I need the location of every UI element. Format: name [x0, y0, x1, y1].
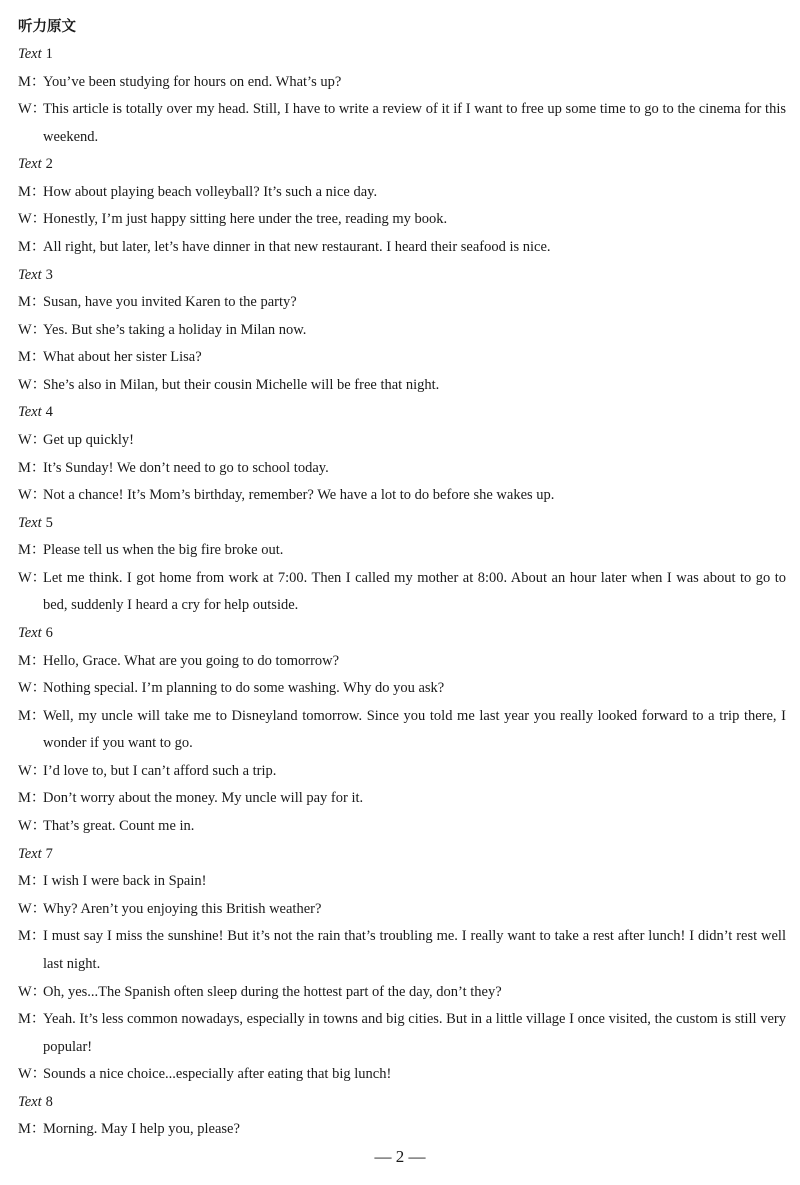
dialogue-line [18, 455, 786, 483]
dialogue-text: What about her sister Lisa? [43, 349, 202, 366]
section-number: 6 [45, 625, 53, 641]
section-label-text: Text [18, 404, 42, 421]
dialogue-text: Honestly, I’m just happy sitting here under the tree, reading my book. [43, 211, 448, 228]
dialogue-text: Hello, Grace. What are you going to do tomorrow? [43, 652, 340, 669]
dialogue-line [18, 179, 786, 207]
section-label-text: Text [18, 46, 42, 62]
speaker-label: M： [18, 1011, 46, 1028]
speaker-label: W： [18, 1066, 47, 1083]
speaker-label: M： [18, 928, 46, 945]
section-number: 5 [45, 514, 53, 531]
dialogue-line [18, 979, 786, 1007]
dialogue-line [18, 96, 786, 151]
dialogue-text: Please tell us when the big fire broke out. [43, 542, 284, 559]
dialogue-text: All right, but later, let’s have dinner in that new restaurant. I heard their seafood is nice. [43, 238, 551, 255]
speaker-label: M： [18, 349, 46, 366]
speaker-label: W： [18, 101, 47, 118]
section-label [18, 620, 786, 648]
dialogue-line [18, 868, 786, 896]
dialogue-line [18, 206, 786, 234]
dialogue-text: Yes. But she’s taking a holiday in Milan now. [43, 321, 307, 338]
dialogue-line [18, 317, 786, 345]
dialogue-line [18, 758, 786, 786]
dialogue-text: Morning. May I help you, please? [43, 1121, 240, 1138]
speaker-label: M： [18, 459, 46, 476]
page-number: — 2 — [374, 1147, 426, 1166]
section-number: 1 [45, 46, 53, 62]
speaker-label: W： [18, 487, 47, 504]
dialogue-line [18, 648, 786, 676]
dialogue-text: Nothing special. I’m planning to do some washing. Why do you ask? [43, 680, 445, 697]
speaker-label: M： [18, 238, 46, 255]
speaker-label: M： [18, 707, 46, 724]
speaker-label: W： [18, 211, 47, 228]
section-label-text: Text [18, 625, 42, 641]
dialogue-text: Not a chance! It’s Mom’s birthday, remember? We have a lot to do before she wakes up. [43, 487, 555, 504]
page-heading: 听力原文 [18, 19, 76, 35]
dialogue-line [18, 1006, 786, 1061]
dialogue-text: Oh, yes...The Spanish often sleep during the hottest part of the day, don’t they? [43, 983, 502, 1000]
dialogue-text: Let me think. I got home from work at 7:00. Then I called my mother at 8:00. About an hour later when I was about to go to bed, suddenly I heard a cry for help outside. [43, 569, 786, 614]
speaker-label: W： [18, 321, 47, 338]
dialogue-text: I wish I were back in Spain! [43, 873, 207, 890]
dialogue-text: Get up quickly! [43, 431, 135, 448]
section-label-text: Text [18, 514, 42, 531]
speaker-label: W： [18, 983, 47, 1000]
section-label [18, 262, 786, 290]
dialogue-line [18, 1061, 786, 1089]
dialogue-text: How about playing beach volleyball? It’s such a nice day. [43, 183, 378, 200]
dialogue-line [18, 289, 786, 317]
section-label-text: Text [18, 1093, 42, 1110]
dialogue-text: This article is totally over my head. Still, I have to write a review of it if I want to free up some time to go to the cinema for this weekend. [43, 101, 786, 145]
transcript-page [18, 14, 786, 1144]
dialogue-line [18, 813, 786, 841]
dialogue-line [18, 923, 786, 978]
dialogue-text: You’ve been studying for hours on end. What’s up? [43, 73, 342, 90]
section-label-text: Text [18, 156, 42, 173]
dialogue-line [18, 1116, 786, 1144]
dialogue-line [18, 537, 786, 565]
dialogue-line [18, 372, 786, 400]
dialogue-text: It’s Sunday! We don’t need to go to school today. [43, 459, 329, 476]
dialogue-text: Sounds a nice choice...especially after eating that big lunch! [43, 1066, 392, 1083]
section-number: 2 [45, 156, 53, 173]
speaker-label: W： [18, 680, 47, 697]
section-label [18, 1089, 786, 1117]
dialogue-text: She’s also in Milan, but their cousin Michelle will be free that night. [43, 376, 440, 393]
speaker-label: M： [18, 294, 46, 311]
dialogue-text: Yeah. It’s less common nowadays, especially in towns and big cities. But in a little village I once visited, the custom is still very popular! [43, 1011, 786, 1055]
dialogue-text: Well, my uncle will take me to Disneyland tomorrow. Since you told me last year you really looked forward to a trip there, I wonder if you want to go. [43, 707, 786, 752]
dialogue-line [18, 69, 786, 97]
speaker-label: M： [18, 73, 46, 90]
speaker-label: M： [18, 183, 46, 200]
dialogue-text: Susan, have you invited Karen to the party? [43, 294, 297, 311]
dialogue-text: Don’t worry about the money. My uncle will pay for it. [43, 790, 364, 807]
speaker-label: W： [18, 762, 47, 779]
dialogue-line [18, 234, 786, 262]
speaker-label: W： [18, 431, 47, 448]
section-number: 7 [45, 845, 53, 862]
dialogue-line [18, 675, 786, 703]
speaker-label: M： [18, 542, 46, 559]
section-number: 3 [45, 266, 53, 283]
dialogue-line [18, 703, 786, 758]
dialogue-text: Why? Aren’t you enjoying this British weather? [43, 900, 322, 917]
speaker-label: W： [18, 376, 47, 393]
dialogue-line [18, 427, 786, 455]
dialogue-line [18, 344, 786, 372]
section-label [18, 841, 786, 869]
dialogue-text: I’d love to, but I can’t afford such a trip. [43, 762, 277, 779]
speaker-label: M： [18, 790, 46, 807]
section-label-text: Text [18, 266, 42, 283]
speaker-label: M： [18, 1121, 46, 1138]
section-label-text: Text [18, 845, 42, 862]
section-number: 4 [45, 404, 53, 421]
dialogue-text: That’s great. Count me in. [43, 818, 195, 835]
dialogue-line [18, 785, 786, 813]
speaker-label: W： [18, 818, 47, 835]
section-label [18, 41, 786, 69]
dialogue-line [18, 896, 786, 924]
section-label [18, 399, 786, 427]
section-number: 8 [45, 1093, 53, 1110]
dialogue-line [18, 565, 786, 620]
dialogue-line [18, 482, 786, 510]
speaker-label: M： [18, 652, 46, 669]
dialogue-text: I must say I miss the sunshine! But it’s not the rain that’s troubling me. I really want to take a rest after lunch! I didn’t rest well last night. [43, 928, 786, 972]
section-label [18, 151, 786, 179]
speaker-label: W： [18, 569, 47, 586]
section-label [18, 510, 786, 538]
transcript-sections [18, 41, 786, 1144]
speaker-label: W： [18, 900, 47, 917]
speaker-label: M： [18, 873, 46, 890]
